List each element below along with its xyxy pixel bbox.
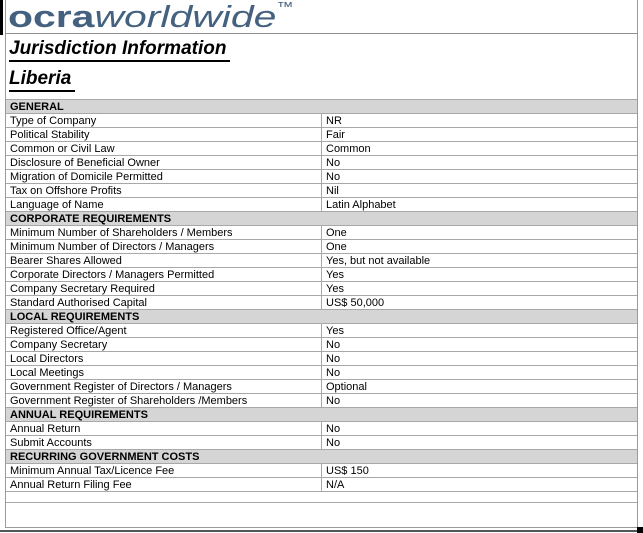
row-value: No — [322, 170, 638, 184]
jurisdiction-table-body — [6, 100, 637, 492]
row-label: Tax on Offshore Profits — [6, 184, 322, 198]
row-value: Yes, but not available — [322, 254, 638, 268]
table-row — [6, 436, 637, 450]
row-label: Minimum Number of Shareholders / Members — [6, 226, 322, 240]
table-row — [6, 114, 637, 128]
row-value: Yes — [322, 268, 638, 282]
row-value: No — [322, 394, 638, 408]
row-value: N/A — [322, 478, 638, 492]
logo-text-light: worldwide — [94, 0, 277, 34]
table-row — [6, 128, 637, 142]
table-row — [6, 268, 637, 282]
table-row — [6, 478, 637, 492]
row-value: No — [322, 422, 638, 436]
footer-divider — [6, 502, 637, 503]
jurisdiction-info-table — [6, 99, 637, 492]
row-label: Company Secretary Required — [6, 282, 322, 296]
row-label: Government Register of Shareholders /Members — [6, 394, 322, 408]
table-row — [6, 170, 637, 184]
section-header-row — [6, 100, 637, 114]
table-row — [6, 394, 637, 408]
heading-area — [6, 34, 637, 92]
frame-edge-left — [0, 0, 3, 35]
logo-text-bold: ocra — [8, 0, 95, 34]
row-value: No — [322, 366, 638, 380]
table-row — [6, 324, 637, 338]
trademark-symbol: ™ — [276, 0, 294, 14]
ocra-worldwide-logo — [8, 0, 294, 33]
table-row — [6, 156, 637, 170]
row-label: Local Directors — [6, 352, 322, 366]
table-row — [6, 198, 637, 212]
row-label: Annual Return — [6, 422, 322, 436]
table-row — [6, 366, 637, 380]
section-header: ANNUAL REQUIREMENTS — [6, 408, 637, 422]
table-row — [6, 380, 637, 394]
row-value: No — [322, 338, 638, 352]
section-header-row — [6, 310, 637, 324]
table-row — [6, 282, 637, 296]
row-label: Migration of Domicile Permitted — [6, 170, 322, 184]
row-label: Local Meetings — [6, 366, 322, 380]
row-value: No — [322, 436, 638, 450]
table-row — [6, 226, 637, 240]
table-row — [6, 240, 637, 254]
row-label: Bearer Shares Allowed — [6, 254, 322, 268]
section-header: LOCAL REQUIREMENTS — [6, 310, 637, 324]
row-value: NR — [322, 114, 638, 128]
row-label: Political Stability — [6, 128, 322, 142]
row-label: Minimum Annual Tax/Licence Fee — [6, 464, 322, 478]
table-row — [6, 464, 637, 478]
row-label: Submit Accounts — [6, 436, 322, 450]
section-header: RECURRING GOVERNMENT COSTS — [6, 450, 637, 464]
row-value: Optional — [322, 380, 638, 394]
row-label: Type of Company — [6, 114, 322, 128]
row-value: Nil — [322, 184, 638, 198]
row-label: Annual Return Filing Fee — [6, 478, 322, 492]
row-label: Common or Civil Law — [6, 142, 322, 156]
row-label: Standard Authorised Capital — [6, 296, 322, 310]
row-label: Government Register of Directors / Managers — [6, 380, 322, 394]
table-row — [6, 184, 637, 198]
table-row — [6, 296, 637, 310]
row-label: Language of Name — [6, 198, 322, 212]
page-container — [5, 0, 638, 528]
table-row — [6, 352, 637, 366]
row-value: US$ 50,000 — [322, 296, 638, 310]
row-value: Fair — [322, 128, 638, 142]
corner-resize-mark — [637, 527, 643, 533]
row-value: Latin Alphabet — [322, 198, 638, 212]
row-value: One — [322, 226, 638, 240]
section-header-row — [6, 450, 637, 464]
table-row — [6, 142, 637, 156]
section-header: CORPORATE REQUIREMENTS — [6, 212, 637, 226]
section-header-row — [6, 212, 637, 226]
row-value: One — [322, 240, 638, 254]
section-header: GENERAL — [6, 100, 637, 114]
section-header-row — [6, 408, 637, 422]
row-value: US$ 150 — [322, 464, 638, 478]
table-row — [6, 338, 637, 352]
jurisdiction-name: Liberia — [9, 69, 75, 92]
row-value: No — [322, 352, 638, 366]
page-title: Jurisdiction Information — [9, 39, 230, 62]
table-row — [6, 254, 637, 268]
row-value: No — [322, 156, 638, 170]
row-label: Disclosure of Beneficial Owner — [6, 156, 322, 170]
row-label: Corporate Directors / Managers Permitted — [6, 268, 322, 282]
row-label: Minimum Number of Directors / Managers — [6, 240, 322, 254]
logo-bar — [6, 0, 637, 34]
bottom-frame-rule — [0, 530, 643, 532]
row-value: Common — [322, 142, 638, 156]
row-value: Yes — [322, 324, 638, 338]
table-row — [6, 422, 637, 436]
row-value: Yes — [322, 282, 638, 296]
row-label: Registered Office/Agent — [6, 324, 322, 338]
row-label: Company Secretary — [6, 338, 322, 352]
